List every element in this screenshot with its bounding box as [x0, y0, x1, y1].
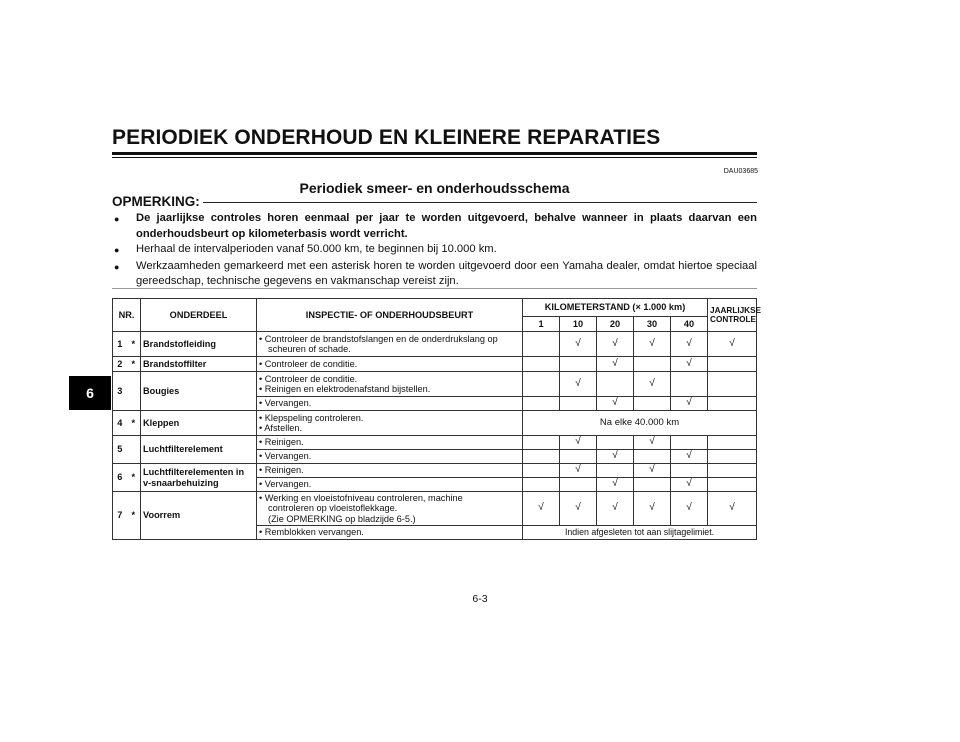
row-asterisk: * — [127, 357, 141, 372]
row-nr: 2 — [113, 357, 127, 372]
section-title: Periodiek smeer- en onderhoudsschema — [299, 180, 570, 196]
check-cell: √ — [671, 492, 708, 526]
note-rule — [203, 202, 757, 203]
check-cell: √ — [634, 372, 671, 397]
row-nr: 7 — [113, 492, 127, 540]
row-asterisk — [127, 372, 141, 411]
check-cell: √ — [708, 332, 757, 357]
header-km-col: 30 — [634, 317, 671, 332]
inspection-line: • Remblokken vervangen. — [259, 527, 364, 538]
check-cell: √ — [634, 464, 671, 478]
inspection-line: • Controleer de conditie. — [259, 358, 358, 369]
check-cell — [671, 436, 708, 450]
check-cell — [708, 372, 757, 397]
note-heading — [112, 193, 757, 209]
check-cell — [560, 357, 597, 372]
row-asterisk — [127, 436, 141, 464]
row-part: Kleppen — [141, 411, 257, 436]
check-cell: √ — [671, 450, 708, 464]
row-inspection — [257, 526, 523, 540]
chapter-tab: 6 — [69, 376, 111, 410]
note-bullet — [112, 242, 757, 259]
inspection-line: • Klepspeling controleren. — [259, 412, 364, 423]
inspection-line: • Vervangen. — [259, 479, 312, 490]
row-inspection — [257, 436, 523, 450]
row-asterisk: * — [127, 411, 141, 436]
check-cell — [597, 436, 634, 450]
check-cell — [523, 450, 560, 464]
check-cell: √ — [560, 436, 597, 450]
check-cell — [523, 372, 560, 397]
check-cell: √ — [597, 397, 634, 411]
note-text: De jaarlijkse controles horen eenmaal per jaar te worden uitgevoerd, behalve wanneer in plaats daarvan een onderhoudsbeurt op kilometerbasis wordt verricht. — [136, 212, 757, 240]
section-rule — [112, 288, 757, 289]
check-cell: √ — [597, 478, 634, 492]
check-cell — [523, 332, 560, 357]
inspection-line: scheuren of schade. — [268, 344, 351, 354]
table-row — [113, 492, 757, 526]
check-cell — [708, 450, 757, 464]
check-cell: √ — [523, 492, 560, 526]
table-row — [113, 411, 757, 436]
note-bullet — [112, 259, 757, 290]
check-cell: √ — [634, 436, 671, 450]
title-rule-thin — [112, 157, 757, 158]
row-inspection — [257, 492, 523, 526]
row-asterisk: * — [127, 464, 141, 492]
inspection-line: • Werking en vloeistofniveau controleren, machine — [259, 492, 463, 503]
note-text: Herhaal de intervalperioden vanaf 50.000 km, te beginnen bij 10.000 km. — [136, 243, 497, 255]
check-cell: √ — [560, 492, 597, 526]
inspection-line: controleren op vloeistoflekkage. — [268, 503, 398, 514]
header-annual-line: JAARLIJKSE — [710, 306, 761, 315]
table-header-row — [113, 299, 757, 317]
header-inspection: INSPECTIE- OF ONDERHOUDSBEURT — [257, 299, 523, 332]
check-cell: √ — [597, 492, 634, 526]
row-inspection — [257, 357, 523, 372]
check-cell — [708, 478, 757, 492]
check-cell: √ — [560, 372, 597, 397]
inspection-line: • Reinigen. — [259, 437, 304, 448]
page-title: PERIODIEK ONDERHOUD EN KLEINERE REPARATIES — [112, 126, 661, 149]
row-inspection — [257, 332, 523, 357]
check-cell — [634, 478, 671, 492]
check-cell — [634, 397, 671, 411]
check-cell: √ — [671, 397, 708, 411]
inspection-line: • Afstellen. — [259, 423, 303, 433]
check-cell: √ — [560, 464, 597, 478]
title-rule-thick — [112, 152, 757, 155]
check-cell: √ — [634, 332, 671, 357]
check-cell: √ — [597, 450, 634, 464]
row-part: Brandstoffilter — [141, 357, 257, 372]
check-cell — [560, 478, 597, 492]
header-nr: NR. — [113, 299, 141, 332]
row-asterisk: * — [127, 492, 141, 540]
check-cell: √ — [597, 332, 634, 357]
check-cell: √ — [671, 357, 708, 372]
check-cell — [597, 372, 634, 397]
check-cell — [671, 464, 708, 478]
table-row — [113, 436, 757, 450]
row-nr: 3 — [113, 372, 127, 411]
check-cell — [523, 464, 560, 478]
check-cell — [597, 464, 634, 478]
check-cell — [560, 450, 597, 464]
inspection-line: • Vervangen. — [259, 398, 312, 409]
page-number: 6-3 — [472, 593, 488, 605]
note-bullet — [112, 211, 757, 242]
row-nr: 5 — [113, 436, 127, 464]
check-cell — [708, 397, 757, 411]
check-cell — [708, 436, 757, 450]
check-cell — [708, 357, 757, 372]
header-km-col: 10 — [560, 317, 597, 332]
header-km-col: 20 — [597, 317, 634, 332]
inspection-line: (Zie OPMERKING op bladzijde 6-5.) — [268, 513, 416, 524]
header-km: KILOMETERSTAND (× 1.000 km) — [523, 299, 708, 317]
inspection-line: • Controleer de conditie. — [259, 373, 358, 384]
inspection-line: • Controleer de brandstofslangen en de onderdrukslang op — [259, 333, 498, 344]
doc-code: DAU03685 — [723, 168, 758, 175]
header-km-col: 1 — [523, 317, 560, 332]
check-cell: √ — [671, 478, 708, 492]
check-cell — [634, 357, 671, 372]
table-row — [113, 357, 757, 372]
note-text: Werkzaamheden gemarkeerd met een asterisk horen te worden uitgevoerd door een Yamaha dealer, omdat hiertoe speciaal gereedschap, technische gegevens en vakmanschap vereist zijn. — [136, 259, 757, 287]
check-cell — [634, 450, 671, 464]
check-cell — [671, 372, 708, 397]
row-inspection — [257, 464, 523, 478]
row-part: Voorrem — [141, 492, 257, 540]
check-cell — [523, 436, 560, 450]
row-nr: 1 — [113, 332, 127, 357]
header-annual — [708, 299, 761, 332]
maintenance-table — [112, 298, 761, 540]
inspection-line: • Reinigen en elektrodenafstand bijstellen. — [259, 384, 431, 394]
check-cell — [523, 478, 560, 492]
table-row — [113, 332, 757, 357]
check-cell — [708, 464, 757, 478]
check-cell — [560, 397, 597, 411]
row-part — [141, 464, 257, 492]
part-line: Luchtfilterelementen in — [143, 467, 245, 477]
row-inspection — [257, 372, 523, 397]
check-cell — [523, 397, 560, 411]
row-part: Bougies — [141, 372, 257, 411]
row-inspection — [257, 397, 523, 411]
interval-note: Na elke 40.000 km — [523, 411, 757, 436]
row-nr: 6 — [113, 464, 127, 492]
check-cell: √ — [671, 332, 708, 357]
row-inspection — [257, 411, 523, 436]
bullet-icon: ● — [114, 245, 120, 255]
row-part: Brandstofleiding — [141, 332, 257, 357]
note-bullets — [112, 211, 757, 290]
bullet-icon: ● — [114, 214, 120, 224]
inspection-line: • Vervangen. — [259, 451, 312, 462]
row-nr: 4 — [113, 411, 127, 436]
note-label: OPMERKING: — [112, 193, 200, 209]
part-line: v-snaarbehuizing — [143, 477, 219, 488]
header-part: ONDERDEEL — [141, 299, 257, 332]
check-cell: √ — [708, 492, 757, 526]
table-row — [113, 372, 757, 397]
row-inspection — [257, 450, 523, 464]
check-cell: √ — [634, 492, 671, 526]
header-km-col: 40 — [671, 317, 708, 332]
check-cell: √ — [597, 357, 634, 372]
row-asterisk: * — [127, 332, 141, 357]
interval-note: Indien afgesleten tot aan slijtagelimiet. — [523, 526, 757, 540]
bullet-icon: ● — [114, 261, 120, 272]
row-inspection — [257, 478, 523, 492]
row-part: Luchtfilterelement — [141, 436, 257, 464]
check-cell: √ — [560, 332, 597, 357]
header-annual-line: CONTROLE — [710, 315, 756, 324]
check-cell — [523, 357, 560, 372]
inspection-line: • Reinigen. — [259, 465, 304, 476]
table-row — [113, 464, 757, 478]
